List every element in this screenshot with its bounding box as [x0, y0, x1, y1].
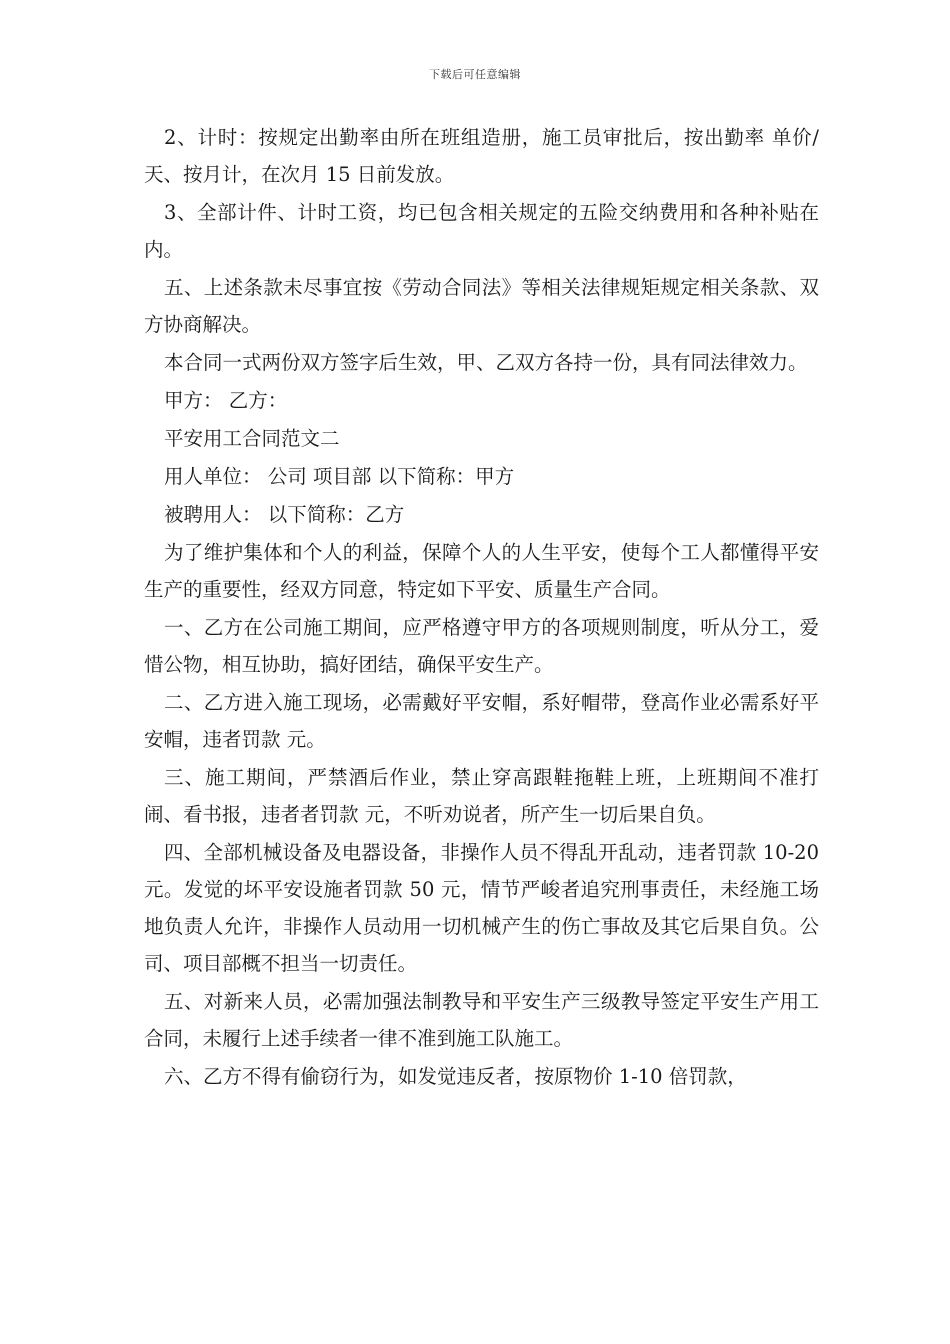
clause-5: 五、对新来人员，必需加强法制教导和平安生产三级教导签定平安生产用工合同，未履行上述手续者一律不准到施工队施工。	[144, 990, 819, 1050]
employee-line: 被聘用人： 以下简称：乙方	[164, 503, 405, 526]
section-title: 平安用工合同范文二	[164, 427, 340, 450]
clause-6: 六、乙方不得有偷窃行为，如发觉违反者，按原物价 1-10 倍罚款，	[164, 1065, 747, 1088]
page-header: 下载后可任意编辑	[429, 68, 521, 81]
clause-1: 一、乙方在公司施工期间，应严格遵守甲方的各项规则制度，听从分工，爱惜公物，相互协助，搞好团结，确保平安生产。	[144, 616, 819, 676]
document-body	[144, 119, 819, 1095]
clause-3: 三、施工期间，严禁酒后作业，禁止穿高跟鞋拖鞋上班，上班期间不准打闹、看书报，违者者罚款 元，不听劝说者，所产生一切后果自负。	[144, 766, 819, 826]
paragraph: 3、全部计件、计时工资，均已包含相关规定的五险交纳费用和各种补贴在内。	[144, 201, 819, 261]
employer-line: 用人单位： 公司 项目部 以下简称：甲方	[164, 465, 515, 488]
paragraph: 本合同一式两份双方签字后生效，甲、乙双方各持一份，具有同法律效力。	[164, 351, 808, 374]
paragraph: 为了维护集体和个人的利益，保障个人的人生平安，使每个工人都懂得平安生产的重要性，经双方同意，特定如下平安、质量生产合同。	[144, 541, 819, 601]
paragraph: 2、计时：按规定出勤率由所在班组造册，施工员审批后，按出勤率 单价/天、按月计，在次月 15 日前发放。	[144, 126, 819, 186]
paragraph: 五、上述条款未尽事宜按《劳动合同法》等相关法律规矩规定相关条款、双方协商解决。	[144, 276, 819, 336]
signature-line: 甲方： 乙方：	[164, 389, 288, 412]
clause-2: 二、乙方进入施工现场，必需戴好平安帽，系好帽带，登高作业必需系好平安帽，违者罚款 元。	[144, 691, 819, 751]
clause-4: 四、全部机械设备及电器设备，非操作人员不得乱开乱动，违者罚款 10-20 元。发觉的坏平安设施者罚款 50 元，情节严峻者追究刑事责任，未经施工场地负责人允许，非操作人员动用一切机械产生的伤亡事故及其它后果自负。公司、项目部概不担当一切责任。	[144, 841, 819, 975]
